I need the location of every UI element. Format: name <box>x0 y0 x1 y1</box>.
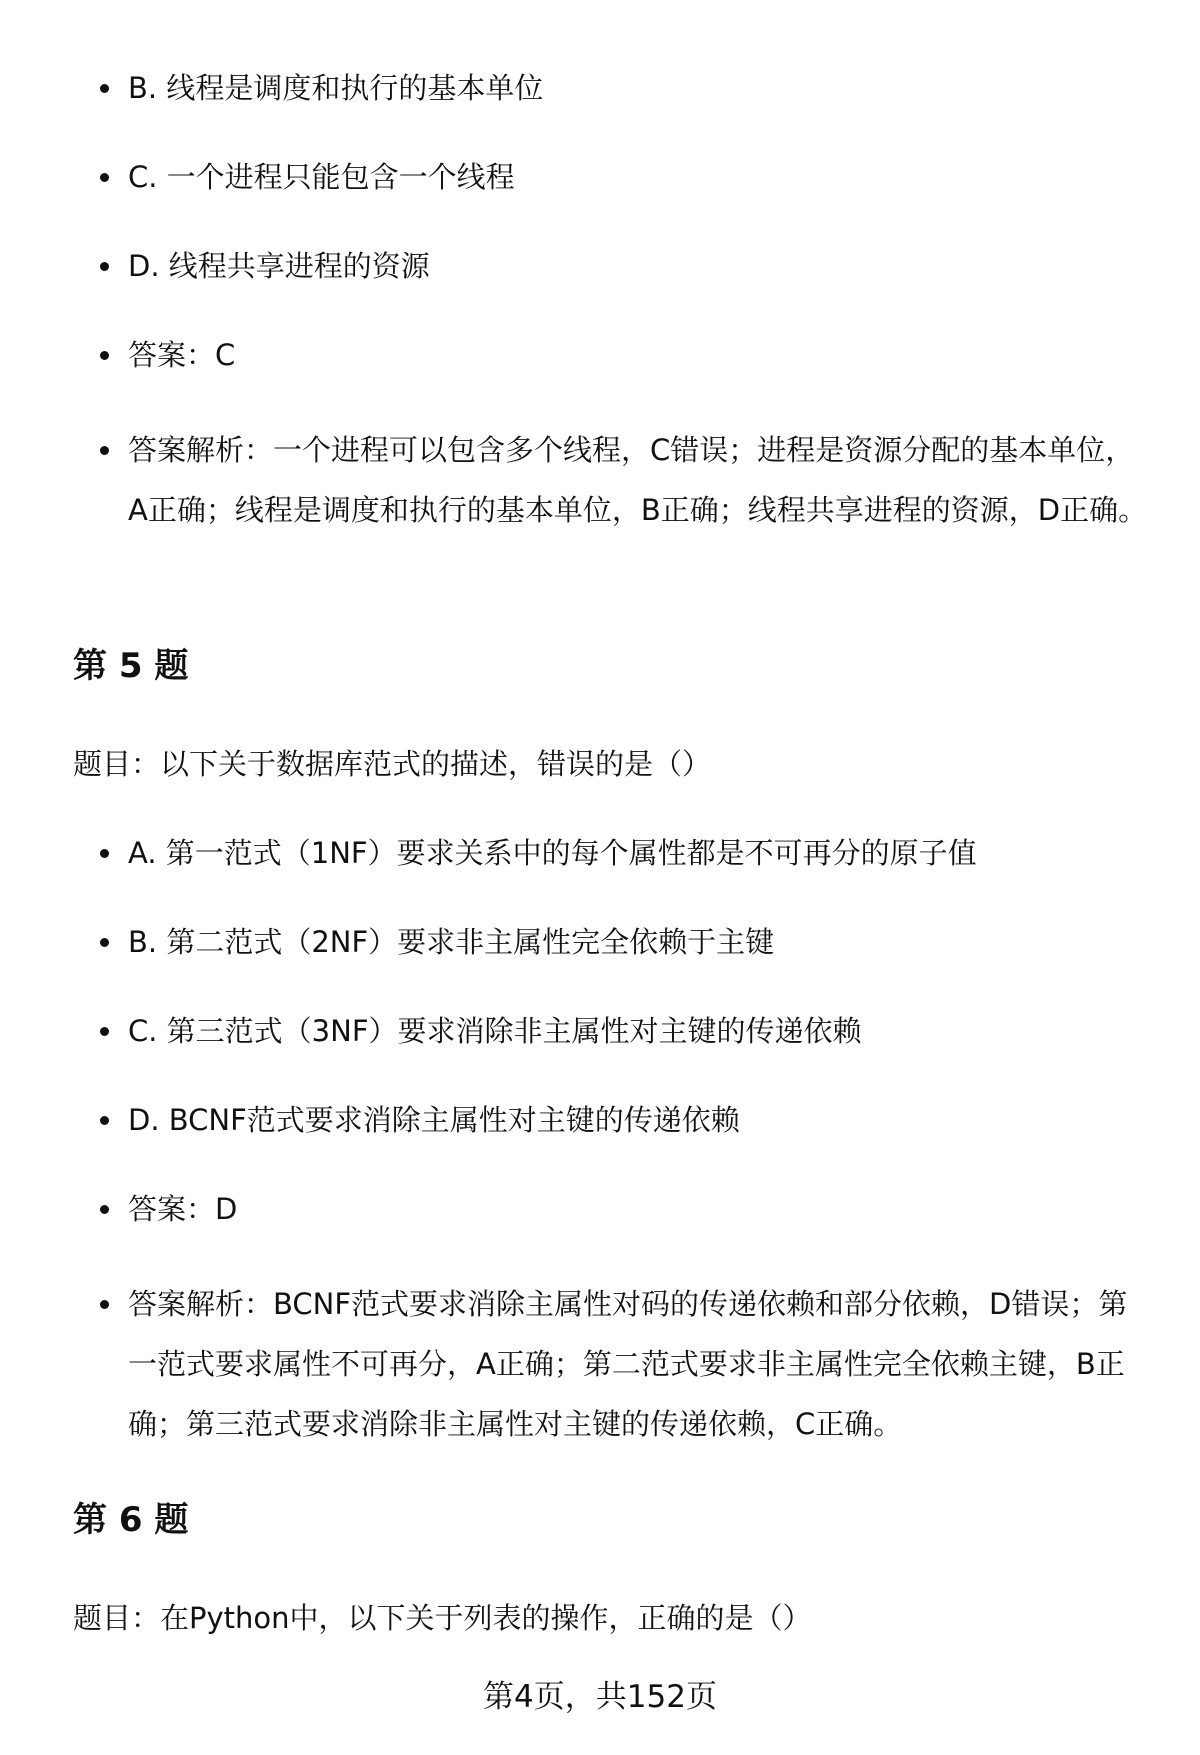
q5-option-b: B. 第二范式（2NF）要求非主属性完全依赖于主键 <box>73 912 1153 972</box>
q5-title: 第 5 题 <box>73 646 189 686</box>
q4-option-d: D. 线程共享进程的资源 <box>73 236 1153 296</box>
q4-option-b: B. 线程是调度和执行的基本单位 <box>73 58 1153 118</box>
page-number-footer: 第4页，共152页 <box>483 1679 717 1715</box>
q5-option-d: D. BCNF范式要求消除主属性对主键的传递依赖 <box>73 1090 1153 1150</box>
q5-option-list <box>73 823 1153 1268</box>
q5-option-a: A. 第一范式（1NF）要求关系中的每个属性都是不可再分的原子值 <box>73 823 1153 883</box>
q5-stem: 题目：以下关于数据库范式的描述，错误的是（） <box>73 747 712 781</box>
q4-explanation-list <box>73 420 1153 569</box>
q5-option-c: C. 第三范式（3NF）要求消除非主属性对主键的传递依赖 <box>73 1001 1153 1061</box>
q5-explanation-list <box>73 1274 1153 1483</box>
q5-explanation: 答案解析：BCNF范式要求消除主属性对码的传递依赖和部分依赖，D错误；第一范式要求属性不可再分，A正确；第二范式要求非主属性完全依赖主键，B正确；第三范式要求消除非主属性对主键的传递依赖，C正确。 <box>73 1274 1153 1454</box>
q6-title: 第 6 题 <box>73 1500 189 1540</box>
q5-answer: 答案：D <box>73 1179 1153 1239</box>
q4-option-list <box>73 58 1153 414</box>
q6-stem: 题目：在Python中，以下关于列表的操作，正确的是（） <box>73 1601 812 1635</box>
q4-explanation: 答案解析：一个进程可以包含多个线程，C错误；进程是资源分配的基本单位，A正确；线程是调度和执行的基本单位，B正确；线程共享进程的资源，D正确。 <box>73 420 1153 540</box>
q4-answer: 答案：C <box>73 325 1153 385</box>
q4-option-c: C. 一个进程只能包含一个线程 <box>73 147 1153 207</box>
